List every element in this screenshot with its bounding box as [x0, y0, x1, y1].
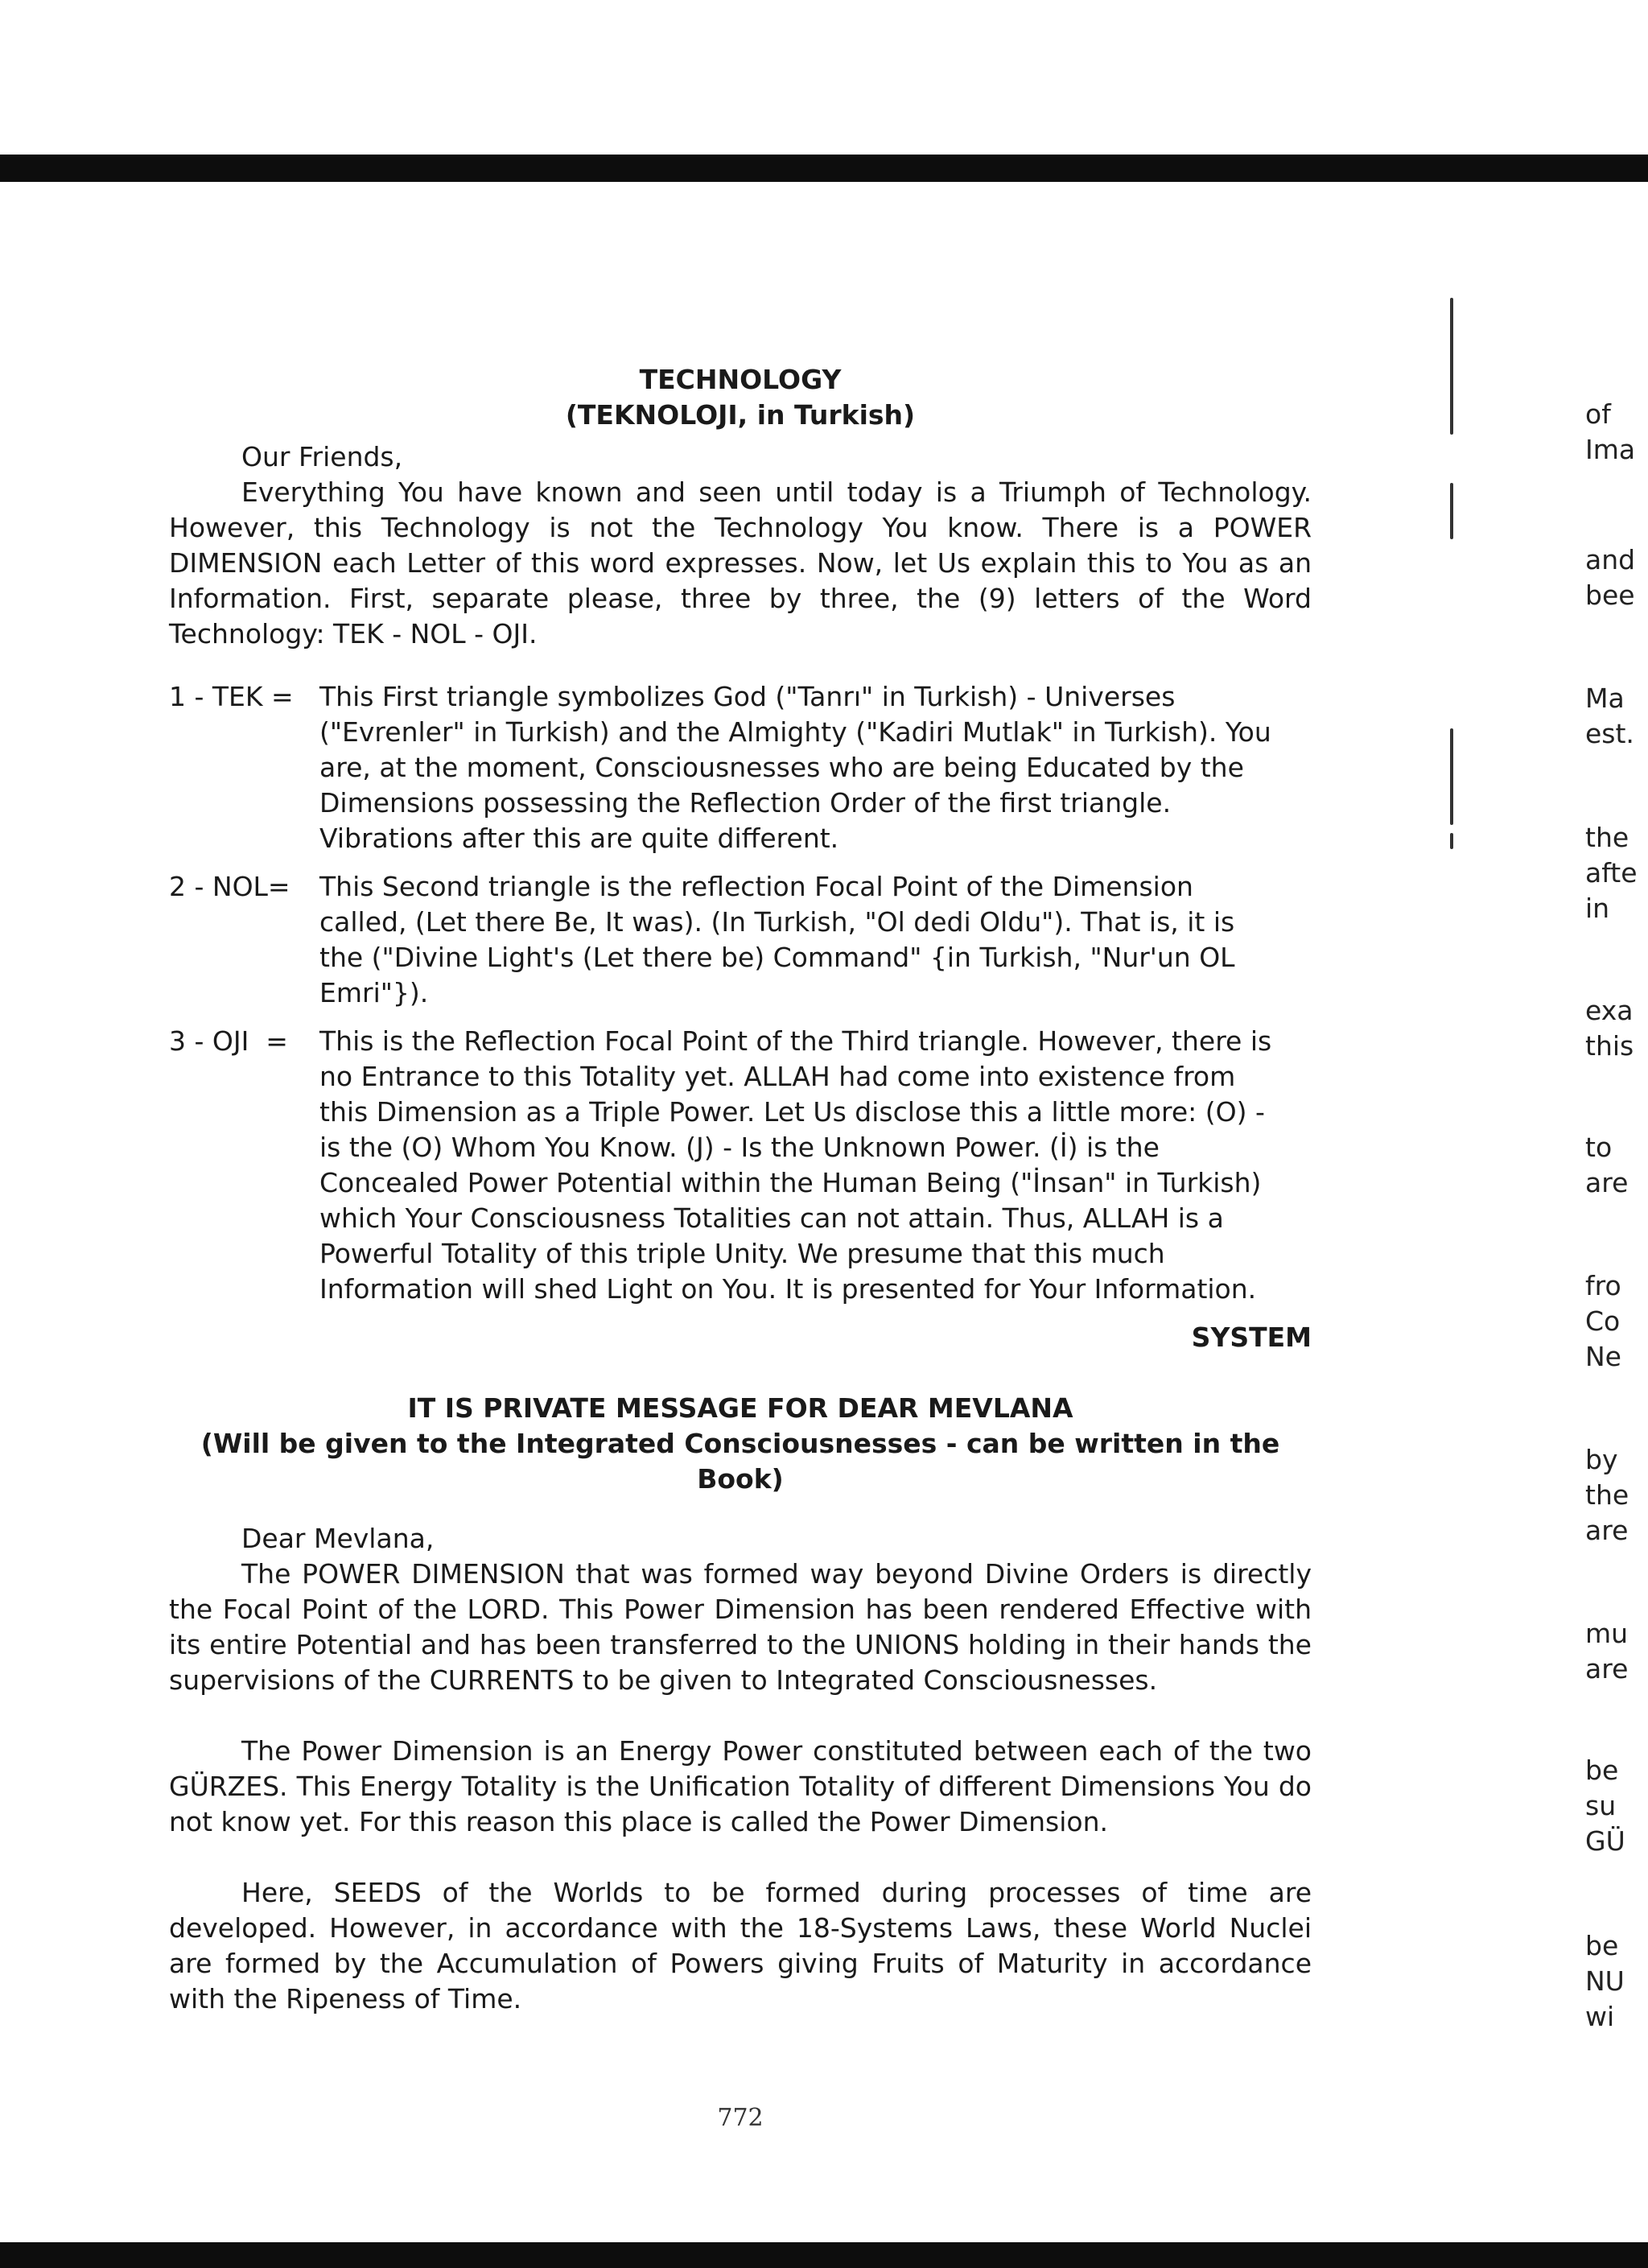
- facing-page-fragment: GÜ: [1585, 1825, 1625, 1857]
- facing-page-fragment: are: [1585, 1653, 1629, 1685]
- salutation-our-friends: Our Friends,: [241, 441, 403, 472]
- facing-page-edge: [1585, 0, 1648, 2268]
- list-item: [169, 869, 1312, 1011]
- facing-page-fragment: to: [1585, 1132, 1613, 1163]
- facing-page-fragment: fro: [1585, 1270, 1621, 1301]
- facing-page-fragment: exa: [1585, 995, 1634, 1026]
- facing-page-fragment: mu: [1585, 1618, 1629, 1649]
- facing-page-fragment: in: [1585, 893, 1610, 924]
- gutter-mark: [1450, 298, 1453, 435]
- list-item: [169, 679, 1312, 856]
- gutter-mark: [1450, 833, 1453, 849]
- bottom-scan-bar: [0, 2242, 1648, 2268]
- facing-page-fragment: bee: [1585, 579, 1635, 611]
- body-paragraph: The Power Dimension is an Energy Power constituted between each of the two GÜRZES. This Energy Totality is the Unification Totality of different Dimensions You do not know yet. For this reason this place is called the Power Dimension.: [169, 1735, 1312, 1837]
- facing-page-fragment: Co: [1585, 1305, 1621, 1337]
- facing-page-fragment: by: [1585, 1444, 1618, 1475]
- item-label: 3 - OJI =: [169, 1025, 288, 1057]
- facing-page-fragment: and: [1585, 544, 1636, 575]
- facing-page-fragment: Ma: [1585, 682, 1625, 714]
- top-scan-bar: [0, 155, 1648, 182]
- signature-system: SYSTEM: [1191, 1322, 1312, 1353]
- facing-page-fragment: be: [1585, 1755, 1619, 1786]
- list-item: [169, 1024, 1312, 1307]
- facing-page-fragment: Ne: [1585, 1341, 1621, 1372]
- item-label: 2 - NOL=: [169, 871, 290, 902]
- section-subtitle-teknoloji: (TEKNOLOJI, in Turkish): [565, 399, 916, 431]
- item-text: This Second triangle is the reflection Focal Point of the Dimension called, (Let there Be, It was). (In Turkish, "Ol dedi Oldu"). That is, it is the ("Divine Light's (Let there be) Command" {in Turkish, "Nur'un OL Emri"}).: [319, 871, 1235, 1008]
- facing-page-fragment: est.: [1585, 718, 1634, 749]
- intro-paragraph: Everything You have known and seen until today is a Triumph of Technology. However, this Technology is not the Technology You know. There is a POWER DIMENSION each Letter of this word expresses. Now, let Us explain this to You as an Information. First, separate please, three by three, the (9) letters of the Word Technology: TEK - NOL - OJI.: [169, 476, 1312, 649]
- facing-page-fragment: of: [1585, 398, 1611, 430]
- facing-page-fragment: the: [1585, 822, 1629, 853]
- facing-page-fragment: wi: [1585, 2001, 1615, 2032]
- facing-page-fragment: are: [1585, 1515, 1629, 1546]
- facing-page-fragment: afte: [1585, 857, 1638, 889]
- facing-page-fragment: are: [1585, 1167, 1629, 1198]
- item-text: This is the Reflection Focal Point of the Third triangle. However, there is no Entrance to this Totality yet. ALLAH had come into existence from this Dimension as a Triple Power. Let Us disclose this a little more: (O) - is the (O) Whom You Know. (J) - Is the Unknown Power. (İ) is the Concealed Power Potential within the Human Being ("İnsan" in Turkish) which Your Consciousness Totalities can not attain. Thus, ALLAH is a Powerful Totality of this triple Unity. We presume that this much Information will shed Light on You. It is presented for Your Information.: [319, 1025, 1272, 1305]
- body-paragraph: Here, SEEDS of the Worlds to be formed during processes of time are developed. However, in accordance with the 18-Systems Laws, these World Nuclei are formed by the Accumulation of Powers giving Fruits of Maturity in accordance with the Ripeness of Time.: [169, 1877, 1312, 2014]
- salutation-dear-mevlana: Dear Mevlana,: [241, 1523, 435, 1554]
- gutter-mark: [1450, 728, 1453, 825]
- body-paragraph: The POWER DIMENSION that was formed way beyond Divine Orders is directly the Focal Point of the LORD. This Power Dimension has been rendered Effective with its entire Potential and has been transferred to the UNIONS holding in their hands the supervisions of the CURRENTS to be given to Integrated Consciousnesses.: [169, 1558, 1312, 1696]
- facing-page-fragment: the: [1585, 1479, 1629, 1511]
- item-text: This First triangle symbolizes God ("Tanrı" in Turkish) - Universes ("Evrenler" in Turkish) and the Almighty ("Kadiri Mutlak" in Turkish). You are, at the moment, Consciousnesses who are being Educated by the Dimensions possessing the Reflection Order of the first triangle. Vibrations after this are quite different.: [319, 681, 1271, 854]
- facing-page-fragment: this: [1585, 1030, 1634, 1062]
- gutter-mark: [1450, 483, 1453, 539]
- facing-page-fragment: NU: [1585, 1965, 1625, 1997]
- section-subtitle-integrated: (Will be given to the Integrated Consciousnesses - can be written in the Book): [200, 1428, 1280, 1495]
- facing-page-fragment: Ima: [1585, 434, 1636, 465]
- book-page-772: [169, 362, 1312, 2017]
- section-title-technology: TECHNOLOGY: [639, 364, 842, 395]
- section-title-private-message: IT IS PRIVATE MESSAGE FOR DEAR MEVLANA: [407, 1392, 1073, 1424]
- facing-page-fragment: be: [1585, 1930, 1619, 1961]
- page-number: 772: [717, 2104, 764, 2132]
- item-label: 1 - TEK =: [169, 681, 294, 712]
- facing-page-fragment: su: [1585, 1790, 1617, 1821]
